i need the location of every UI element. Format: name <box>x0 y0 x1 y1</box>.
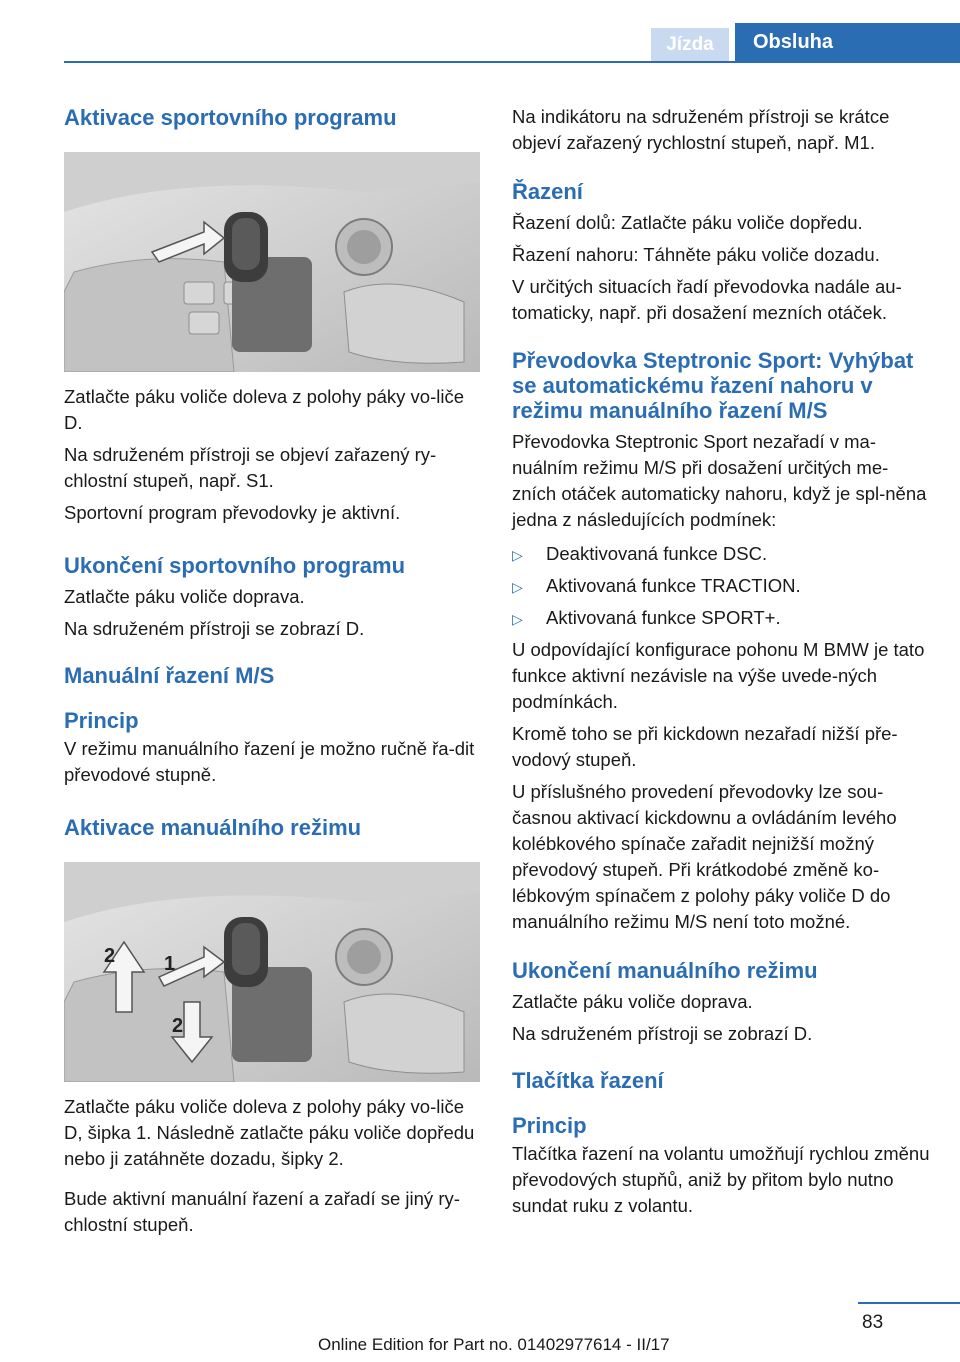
tab-jizda[interactable]: Jízda <box>651 28 729 61</box>
heading-shifting: Řazení <box>512 179 583 204</box>
para-shift-up: Řazení nahoru: Táhněte páku voliče dozadu. <box>512 244 880 265</box>
para-shift-down: Řazení dolů: Zatlačte páku voliče dopředu. <box>512 212 863 233</box>
para-auto-shift: V určitých situacích řadí převodovka nadále au-tomaticky, např. při dosažení mezních otáček. <box>512 276 902 323</box>
para-steptronic-conditions: Převodovka Steptronic Sport nezařadí v ma-nuálním režimu M/S při dosažení určitých me-zních otáček automaticky nahoru, když je spl-něna jedna z následujících podmínek: <box>512 431 927 530</box>
para-display-d-2: Na sdruženém přístroji se zobrazí D. <box>512 1023 813 1044</box>
heading-shift-paddles: Tlačítka řazení <box>512 1068 664 1093</box>
heading-principle-left: Princip <box>64 708 139 733</box>
figure-selector-lever-manual <box>64 862 480 1082</box>
left-column <box>64 100 482 1238</box>
heading-sport-deactivate: Ukončení sportovního programu <box>64 553 406 578</box>
para-sport-active: Sportovní program převodovky je aktivní. <box>64 502 401 523</box>
para-manual-activation-steps: Zatlačte páku voliče doleva z polohy páky vo-liče D, šipka 1. Následně zatlačte páku voliče dopředu nebo ji zatáhněte dozadu, šipky 2. <box>64 1096 475 1169</box>
para-manual-active: Bude aktivní manuální řazení a zařadí se jiný ry-chlostní stupeň. <box>64 1188 460 1235</box>
arrow-label-1: 1 <box>164 953 176 975</box>
conditions-list <box>512 541 932 632</box>
heading-manual-shift: Manuální řazení M/S <box>64 663 275 688</box>
page-header <box>0 0 960 62</box>
edition-footer: Online Edition for Part no. 01402977614 - II/17 <box>318 1335 670 1354</box>
list-item <box>512 541 932 568</box>
list-item-text: Aktivovaná funkce SPORT+. <box>546 607 781 628</box>
list-item-text: Aktivovaná funkce TRACTION. <box>546 575 801 596</box>
heading-steptronic: Převodovka Steptronic Sport: Vyhýbat se automatickému řazení nahoru v režimu manuálního řazení M/S <box>512 348 914 423</box>
list-item-text: Deaktivovaná funkce DSC. <box>546 543 768 564</box>
right-column <box>512 100 932 1219</box>
gear-selector-illustration <box>64 152 480 372</box>
triangle-bullet-icon: ▷ <box>512 547 523 563</box>
footer-rule <box>858 1302 960 1304</box>
para-kickdown: Kromě toho se při kickdown nezařadí nižší pře-vodový stupeň. <box>512 723 898 770</box>
heading-manual-activate: Aktivace manuálního režimu <box>64 815 362 840</box>
para-push-right: Zatlačte páku voliče doprava. <box>64 586 305 607</box>
para-display-d: Na sdruženém přístroji se zobrazí D. <box>64 618 365 639</box>
para-push-left: Zatlačte páku voliče doleva z polohy páky vo-liče D. <box>64 386 465 433</box>
para-indicator-gear: Na indikátoru na sdruženém přístroji se krátce objeví zařazený rychlostní stupeň, např. M1. <box>512 106 890 153</box>
arrow-label-2-bottom: 2 <box>172 1015 184 1037</box>
list-item <box>512 605 932 632</box>
heading-principle-right: Princip <box>512 1113 587 1138</box>
arrow-label-2-top: 2 <box>104 945 116 967</box>
header-rule <box>64 61 960 63</box>
heading-sport-activate: Aktivace sportovního programu <box>64 105 397 130</box>
tab-obsluha[interactable]: Obsluha <box>735 23 960 62</box>
page-number: 83 <box>862 1312 884 1333</box>
list-item <box>512 573 932 600</box>
para-gear-display: Na sdruženém přístroji se objeví zařazený ry-chlostní stupeň, např. S1. <box>64 444 437 491</box>
figure-selector-lever-left <box>64 152 480 372</box>
para-m-configuration: U odpovídající konfigurace pohonu M BMW je tato funkce aktivní nezávisle na výše uvede-ných podmínkách. <box>512 639 925 712</box>
para-paddles-principle: Tlačítka řazení na volantu umožňují rychlou změnu převodových stupňů, aniž by přitom bylo nutno sundat ruku z volantu. <box>512 1143 930 1216</box>
gear-selector-manual-illustration <box>64 862 480 1082</box>
para-kickdown-paddle: U příslušného provedení převodovky lze sou-časnou aktivací kickdownu a ovládáním levého kolébkového spínače zařadit nejnižší možný převodový stupeň. Při krátkodobé změně ko-lébkovým spínačem z polohy páky voliče D do manuálního režimu M/S není toto možné. <box>512 781 897 932</box>
triangle-bullet-icon: ▷ <box>512 579 523 595</box>
heading-manual-deactivate: Ukončení manuálního režimu <box>512 958 818 983</box>
triangle-bullet-icon: ▷ <box>512 611 523 627</box>
para-push-right-2: Zatlačte páku voliče doprava. <box>512 991 753 1012</box>
para-manual-principle: V režimu manuálního řazení je možno ručně řa-dit převodové stupně. <box>64 738 475 785</box>
